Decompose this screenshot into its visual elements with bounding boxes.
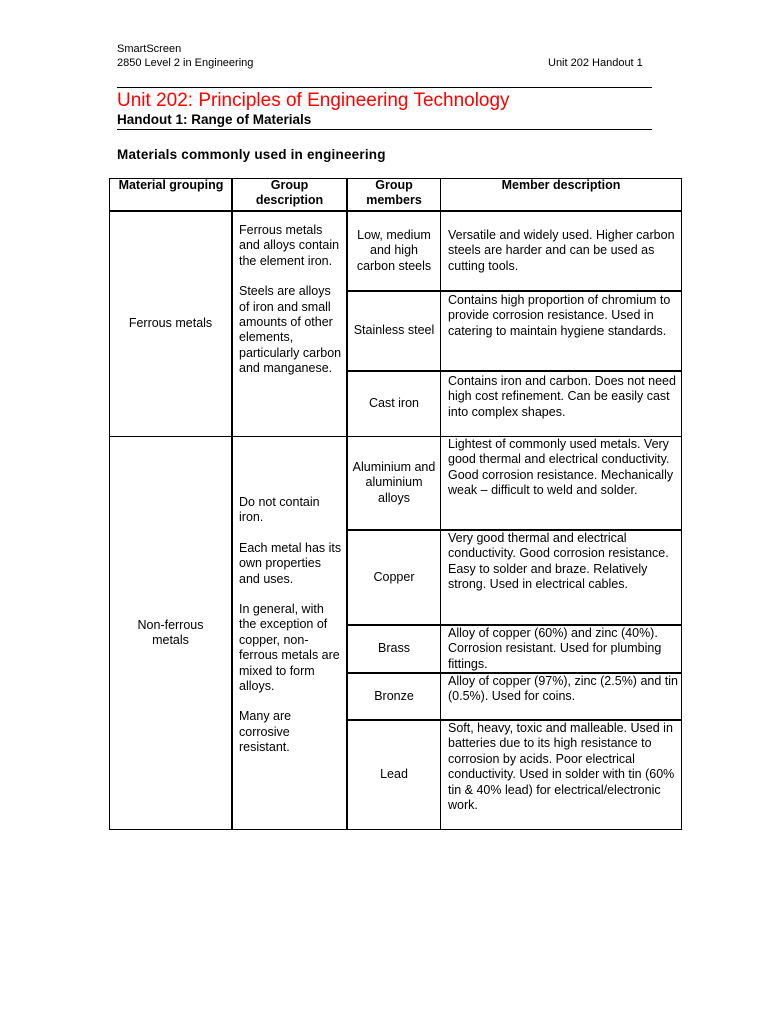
- group-description-paragraph: Ferrous metals and alloys contain the element iron.: [239, 223, 340, 268]
- member-description-text: Alloy of copper (97%), zinc (2.5%) and tin (0.5%). Used for coins.: [448, 674, 678, 704]
- group-name-ferrous: [110, 212, 231, 436]
- member-name: [352, 531, 436, 624]
- column-divider: [440, 178, 441, 830]
- group-description-paragraph: In general, with the exception of copper, non-ferrous metals are mixed to form alloys.: [239, 602, 340, 694]
- member-description: [448, 626, 680, 672]
- member-name: [352, 212, 436, 290]
- column-divider: [231, 178, 233, 830]
- member-name: [352, 292, 436, 370]
- header-course: 2850 Level 2 in Engineering: [117, 57, 254, 69]
- member-name: [352, 372, 436, 436]
- member-name-text: Lead: [380, 767, 408, 782]
- header-group-description: Group description: [255, 178, 324, 208]
- group-name-text: Ferrous metals: [128, 316, 213, 331]
- member-name-text: Brass: [378, 641, 410, 656]
- member-description: [448, 531, 680, 593]
- member-name: [352, 626, 436, 672]
- group-description-non-ferrous: [239, 495, 343, 756]
- member-description: [448, 721, 680, 813]
- member-name: [352, 721, 436, 829]
- group-description-paragraph: Steels are alloys of iron and small amounts of other elements, particularly carbon and manganese.: [239, 284, 342, 376]
- member-name: [352, 674, 436, 719]
- section-heading: Materials commonly used in engineering: [117, 147, 386, 162]
- member-description-text: Versatile and widely used. Higher carbon steels are harder and can be used as cutting tools.: [448, 227, 675, 273]
- member-description-text: Alloy of copper (60%) and zinc (40%). Corrosion resistant. Used for plumbing fittings.: [448, 626, 662, 671]
- member-description-text: Lightest of commonly used metals. Very good thermal and electrical conductivity. Good corrosion resistance. Mechanically weak – difficult to weld and solder.: [448, 437, 674, 498]
- header-rule: [117, 87, 652, 88]
- member-description-text: Soft, heavy, toxic and malleable. Used in batteries due to its high resistance to corrosion by acids. Poor electrical conductivity. Used in solder with tin (60% tin & 40% lead) for electrical/electronic work.: [448, 721, 675, 813]
- member-name-text: Aluminium and aluminium alloys: [352, 459, 436, 505]
- member-name-text: Bronze: [374, 688, 414, 703]
- group-description-paragraph: Each metal has its own properties and uses.: [239, 540, 342, 586]
- member-description: [448, 293, 678, 339]
- header-organisation: SmartScreen: [117, 43, 182, 55]
- table-right-border: [681, 178, 682, 830]
- page-subtitle: Handout 1: Range of Materials: [117, 112, 312, 127]
- member-name-text: Copper: [373, 569, 415, 584]
- group-description-ferrous: [239, 223, 343, 377]
- title-rule: [117, 129, 652, 130]
- header-unit-handout: Unit 202 Handout 1: [548, 57, 643, 69]
- column-divider: [346, 178, 348, 830]
- member-description: [448, 437, 680, 499]
- table-bottom-border: [109, 829, 681, 830]
- page-title: Unit 202: Principles of Engineering Technology: [117, 90, 510, 111]
- member-description-text: Contains iron and carbon. Does not need high cost refinement. Can be easily cast into complex shapes.: [448, 374, 676, 419]
- group-description-paragraph: Do not contain iron.: [239, 495, 320, 525]
- member-description: [448, 212, 678, 290]
- member-name-text: Stainless steel: [353, 323, 435, 338]
- member-description: [448, 674, 680, 705]
- group-name-text: Non-ferrous metals: [137, 617, 204, 647]
- header-material-grouping: Material grouping: [118, 178, 224, 192]
- member-description-text: Very good thermal and electrical conductivity. Good corrosion resistance. Easy to solder and braze. Relatively strong. Used in electrical cables.: [448, 531, 669, 592]
- header-group-members: Group members: [366, 178, 422, 208]
- member-description-text: Contains high proportion of chromium to provide corrosion resistance. Used in catering to maintain hygiene standards.: [448, 293, 671, 338]
- member-name-text: Cast iron: [368, 396, 420, 411]
- header-member-description: Member description: [501, 178, 621, 192]
- member-name-text: Low, medium and high carbon steels: [356, 227, 432, 273]
- member-name: [352, 437, 436, 529]
- group-name-non-ferrous: [110, 437, 231, 829]
- member-description: [448, 374, 678, 420]
- group-description-paragraph: Many are corrosive resistant.: [239, 709, 292, 755]
